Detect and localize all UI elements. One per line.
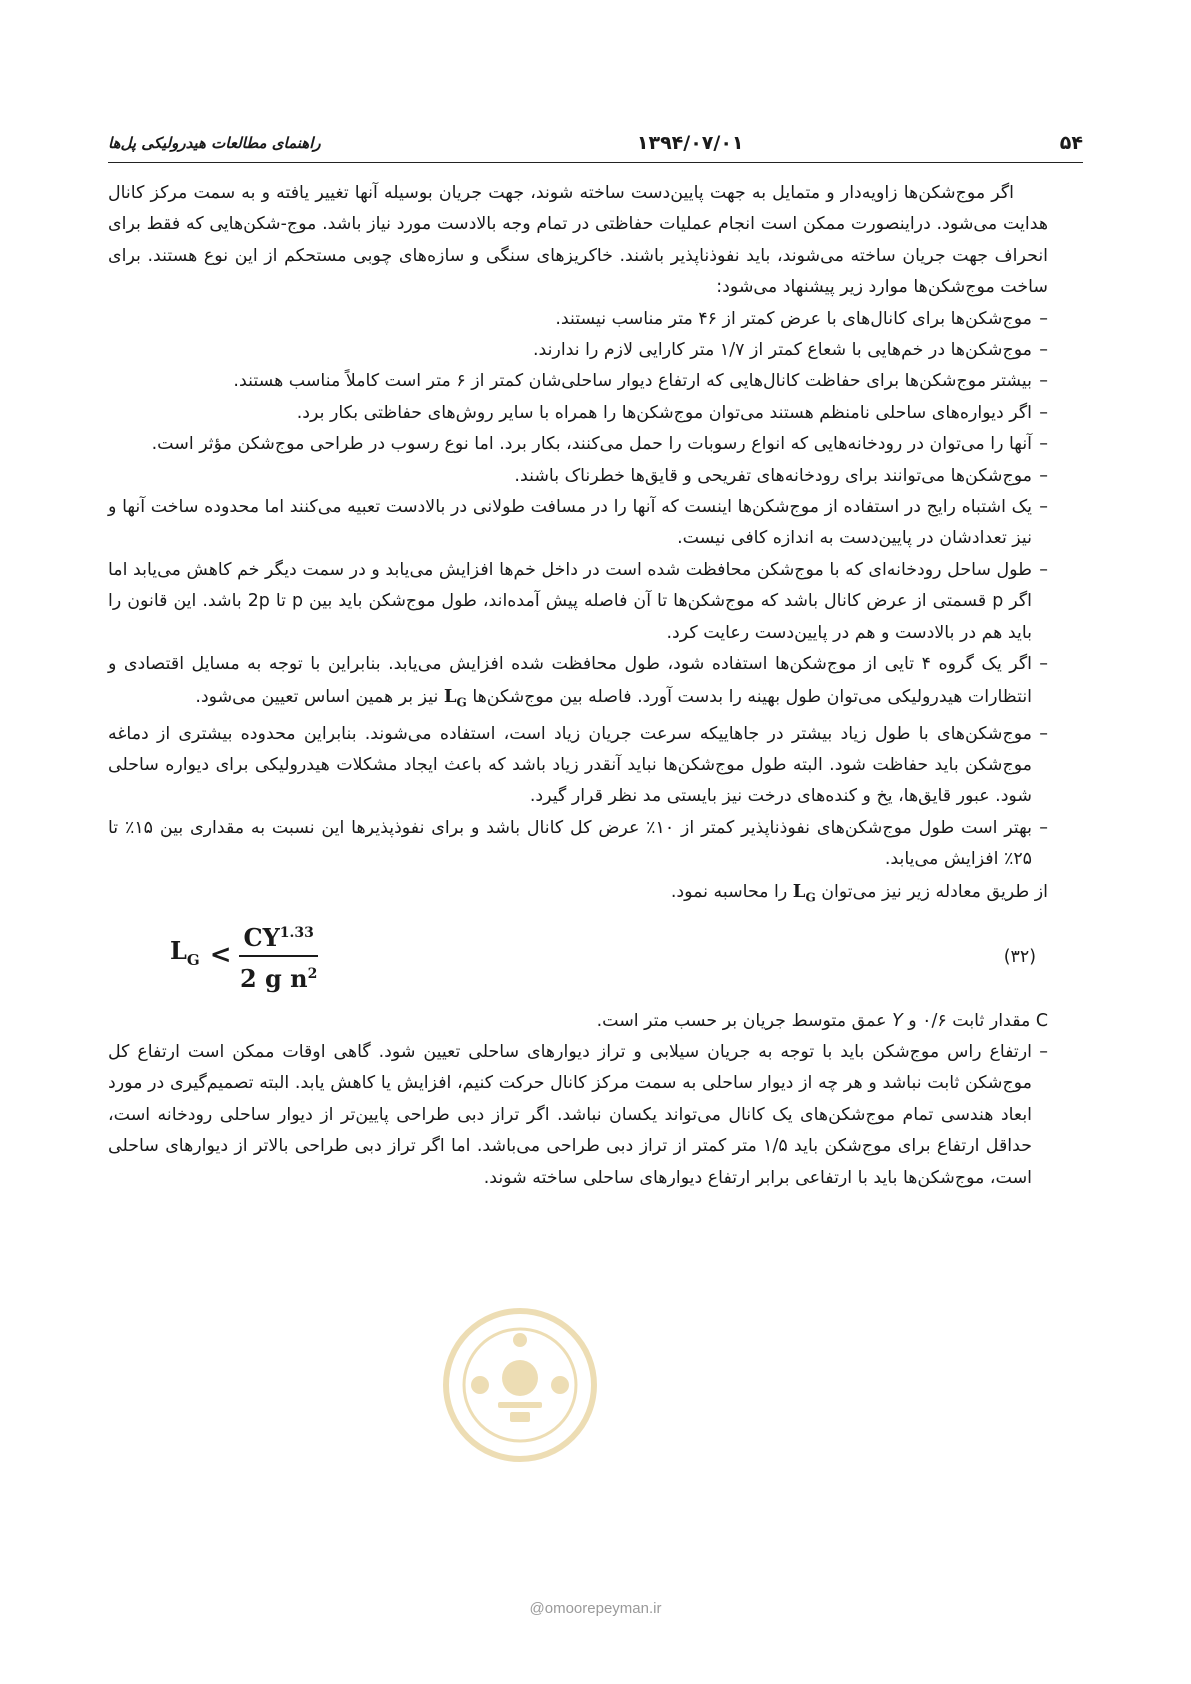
page-number: ۵۴: [1059, 132, 1083, 154]
bullet-item: [108, 429, 1048, 460]
bullet-item: [108, 398, 1048, 429]
bullet-item: [108, 1037, 1048, 1194]
body-text: [108, 178, 1048, 1194]
bullet-mark: –: [1039, 434, 1048, 455]
footer-website: @omoorepeyman.ir: [529, 1600, 662, 1617]
bullet-text-tail: نیز بر همین اساس تعیین می‌شود.: [195, 686, 444, 707]
bullet-item: [108, 461, 1048, 492]
bullet-mark: –: [1039, 402, 1048, 423]
bullet-text: ارتفاع راس موج‌شکن باید با توجه به جریان سیلابی و تراز دیوارهای ساحلی تعیین شود. گاهی اوقات ممکن است ارتفاع کل موج‌شکن ثابت نباشد و هر چه از دیوار ساحلی به سمت مرکز کانال حرکت کنیم، افزایش یا کاهش یابد. البته تصمیم‌گیری در مورد ابعاد هندسی تمام موج‌شکن‌های یک کانال می‌تواند یکسان نباشد. اگر تراز دبی طراحی پایین‌تر از دیوار ساحلی رودخانه است، حداقل ارتفاع برای موج‌شکن باید ۱/۵ متر کمتر از تراز دبی طراحی می‌باشد. اما اگر تراز دبی طراحی بالاتر از دیوارهای ساحلی است، موج‌شکن‌ها باید با ارتفاعی برابر ارتفاع دیوارهای ساحلی ساخته شوند.: [108, 1041, 1032, 1188]
book-title: راهنمای مطالعات هیدرولیکی پل‌ها: [108, 134, 321, 152]
fraction-numerator: $CY^{1.33}$: [239, 918, 317, 957]
less-than-operator: <: [209, 940, 232, 971]
equation-32: [108, 914, 1048, 1006]
bullet-item: [108, 555, 1048, 649]
bullet-item: [108, 366, 1048, 397]
bullet-mark: –: [1039, 465, 1048, 486]
bullet-item: [108, 304, 1048, 335]
bullet-mark: –: [1039, 654, 1048, 675]
equation-body: [170, 918, 318, 995]
lg-symbol: $L_G$: [443, 685, 467, 710]
bullet-mark: –: [1039, 308, 1048, 329]
bullet-item: [108, 335, 1048, 366]
intro-paragraph: اگر موج‌شکن‌ها زاویه‌دار و متمایل به جهت پایین‌دست ساخته شوند، جهت جریان بوسیله آنها تغییر یافته و به سمت مرکز کانال هدایت می‌شود. دراینصورت ممکن است انجام عملیات حفاظتی در تمام وجه بالادست مورد نیاز باشد. موج-شکن‌هایی که فقط برای انحراف جهت جریان ساخته می‌شوند، باید نفوذناپذیر باشند. خاکریزهای سنگی و سازه‌های چوبی مستحکم از این نوع هستند. برای ساخت موج‌شکن‌ها موارد زیر پیشنهاد می‌شود:: [108, 183, 1048, 298]
bullet-text: موج‌شکن‌ها برای کانال‌های با عرض کمتر از ۴۶ متر مناسب نیستند.: [555, 308, 1032, 329]
watermark-seal-icon: [440, 1300, 600, 1470]
bullet-item: [108, 813, 1048, 876]
bullet-text: موج‌شکن‌های با طول زیاد بیشتر در جاهاییکه سرعت جریان زیاد است، استفاده می‌شوند. بنابراین محدوده بیشتری از دماغه موج‌شکن باید حفاظت شود. البته طول موج‌شکن‌ها نباید آنقدر زیاد باشد که باعث ایجاد مشکلات هیدرولیکی برای دیواره ساحلی شود. عبور قایق‌ها، یخ و کنده‌های درخت نیز بایستی مد نظر قرار گیرد.: [108, 723, 1032, 807]
variable-definition: C مقدار ثابت ۰/۶ و Y عمق متوسط جریان بر حسب متر است.: [596, 1010, 1048, 1031]
bullet-item: [108, 492, 1048, 555]
header-rule: [108, 162, 1083, 163]
bullet-mark: –: [1039, 817, 1048, 838]
bullet-text: بهتر است طول موج‌شکن‌های نفوذناپذیر کمتر از ۱۰٪ عرض کل کانال باشد و برای نفوذپذیرها این نسبت به مقداری بین ۱۵٪ تا ۲۵٪ افزایش می‌یابد.: [108, 817, 1033, 870]
formula-intro: از طریق معادله زیر نیز می‌توان $L_G$ را محاسبه نمود.: [670, 880, 1048, 905]
bullet-item: [108, 649, 1048, 718]
fraction-denominator: 2 g $n^2$: [239, 963, 318, 993]
bullet-mark: –: [1039, 340, 1048, 361]
bullet-text: طول ساحل رودخانه‌ای که با موج‌شکن محافظت شده است در داخل خم‌ها افزایش می‌یابد و در سمت دیگر خم کاهش می‌یابد اما اگر p قسمتی از عرض کانال باشد که موج‌شکن‌ها تا آن فاصله پیش آمده‌اند، طول موج‌شکن باید بین p تا 2p باشد. این قانون را باید هم در بالادست و هم در پایین‌دست رعایت کرد.: [108, 559, 1033, 643]
bullet-text: اگر یک گروه ۴ تایی از موج‌شکن‌ها استفاده شود، طول محافظت شده افزایش می‌یابد. بنابراین با توجه به مسایل اقتصادی و انتظارات هیدرولیکی می‌توان طول بهینه را بدست آورد. فاصله بین موج‌شکن‌ها: [108, 654, 1032, 707]
bullet-text: اگر دیواره‌های ساحلی نامنظم هستند می‌توان موج‌شکن‌ها را همراه با سایر روش‌های حفاظتی بکار برد.: [296, 402, 1032, 423]
bullet-mark: –: [1039, 1041, 1048, 1062]
bullet-mark: –: [1039, 497, 1048, 518]
bullet-text: آنها را می‌توان در رودخانه‌هایی که انواع رسوبات را حمل می‌کنند، بکار برد. اما نوع رسوب در طراحی موج‌شکن مؤثر است.: [151, 434, 1032, 455]
lg-symbol: $L_G$: [792, 880, 816, 905]
page-header: [108, 128, 1083, 158]
equation-number: (۳۲): [1003, 946, 1036, 967]
bullet-mark: –: [1039, 559, 1048, 580]
fraction: [239, 918, 317, 995]
bullet-mark: –: [1039, 723, 1048, 744]
bullet-item: [108, 719, 1048, 813]
bullet-text: موج‌شکن‌ها در خم‌هایی با شعاع کمتر از ۱/۷ متر کارایی لازم را ندارند.: [532, 340, 1032, 361]
bullet-text: یک اشتباه رایج در استفاده از موج‌شکن‌ها اینست که آنها را در مسافت طولانی در بالادست تعبیه می‌کنند اما محدوده ساخت آنها و نیز تعدادشان در پایین‌دست به اندازه کافی نیست.: [108, 497, 1032, 549]
equation-lhs: $L_G$: [170, 936, 200, 970]
header-date: ۱۳۹۴/۰۷/۰۱: [636, 132, 744, 154]
bullet-mark: –: [1039, 371, 1048, 392]
bullet-text: بیشتر موج‌شکن‌ها برای حفاظت کانال‌هایی که ارتفاع دیوار ساحلی‌شان کمتر از ۶ متر است کاملاً مناسب هستند.: [233, 371, 1032, 392]
bullet-text: موج‌شکن‌ها می‌توانند برای رودخانه‌های تفریحی و قایق‌ها خطرناک باشند.: [514, 465, 1032, 486]
